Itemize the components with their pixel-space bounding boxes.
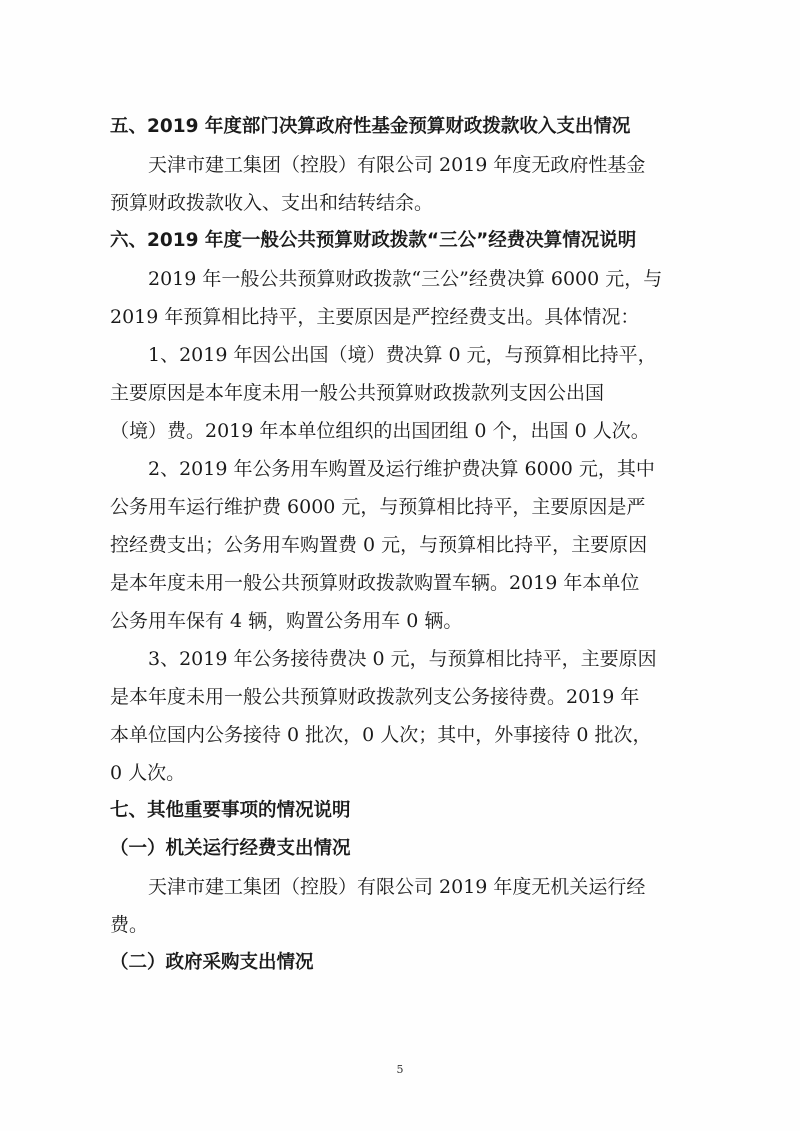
- paragraph-line: 2019 年一般公共预算财政拨款“三公”经费决算 6000 元，与: [148, 268, 663, 290]
- paragraph-line: 是本年度未用一般公共预算财政拨款购置车辆。2019 年本单位: [110, 572, 640, 594]
- paragraph-line: （境）费。2019 年本单位组织的出国团组 0 个，出国 0 人次。: [110, 420, 650, 442]
- section-heading-7: 七、其他重要事项的情况说明: [110, 800, 351, 821]
- paragraph-line: 本单位国内公务接待 0 批次，0 人次；其中，外事接待 0 批次，: [110, 724, 652, 746]
- paragraph-line: 3、2019 年公务接待费决 0 元，与预算相比持平，主要原因: [148, 648, 657, 670]
- subsection-heading-2: （二）政府采购支出情况: [110, 952, 314, 973]
- paragraph-line: 控经费支出；公务用车购置费 0 元，与预算相比持平，主要原因: [110, 534, 648, 556]
- page-body: [110, 108, 670, 982]
- section-heading-6: 六、2019 年度一般公共预算财政拨款“三公”经费决算情况说明: [110, 230, 637, 251]
- paragraph-line: 是本年度未用一般公共预算财政拨款列支公务接待费。2019 年: [110, 686, 640, 708]
- paragraph-line: 天津市建工集团（控股）有限公司 2019 年度无机关运行经: [148, 876, 646, 898]
- paragraph-line: 主要原因是本年度未用一般公共预算财政拨款列支因公出国: [110, 382, 605, 404]
- paragraph-line: 0 人次。: [110, 762, 186, 784]
- paragraph-line: 1、2019 年因公出国（境）费决算 0 元，与预算相比持平，: [148, 344, 657, 366]
- paragraph-line: 天津市建工集团（控股）有限公司 2019 年度无政府性基金: [148, 154, 646, 176]
- paragraph-line: 公务用车保有 4 辆，购置公务用车 0 辆。: [110, 610, 463, 632]
- section-heading-5: 五、2019 年度部门决算政府性基金预算财政拨款收入支出情况: [110, 116, 631, 137]
- paragraph-line: 费。: [110, 914, 149, 936]
- subsection-heading-1: （一）机关运行经费支出情况: [110, 838, 351, 859]
- paragraph-line: 公务用车运行维护费 6000 元，与预算相比持平，主要原因是严: [110, 496, 646, 518]
- paragraph-line: 预算财政拨款收入、支出和结转结余。: [110, 192, 434, 214]
- page-number: 5: [396, 1063, 404, 1076]
- paragraph-line: 2、2019 年公务用车购置及运行维护费决算 6000 元，其中: [148, 458, 655, 480]
- paragraph-line: 2019 年预算相比持平，主要原因是严控经费支出。具体情况：: [110, 306, 640, 328]
